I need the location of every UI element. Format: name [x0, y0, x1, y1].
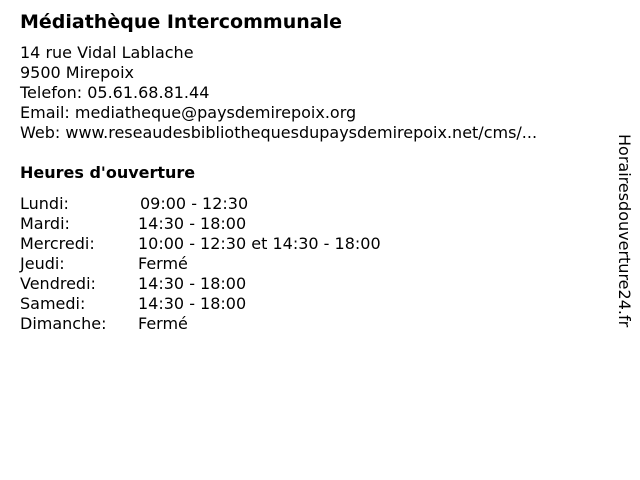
phone-number: Telefon: 05.61.68.81.44	[20, 83, 210, 102]
time-value: 14:30 - 18:00	[138, 274, 247, 293]
site-watermark: Horairesdouverture24.fr	[615, 134, 634, 328]
time-value: 10:00 - 12:30 et 14:30 - 18:00	[138, 234, 381, 253]
day-label: Lundi:	[20, 194, 69, 213]
website-link: Web: www.reseaudesbibliothequesdupaysdemirepoix.net/cms/...	[20, 123, 538, 142]
time-value: Fermé	[138, 254, 188, 273]
hours-heading: Heures d'ouverture	[20, 163, 196, 182]
day-label: Samedi:	[20, 294, 86, 313]
time-value: 14:30 - 18:00	[138, 214, 247, 233]
address-block	[20, 43, 537, 143]
day-label: Vendredi:	[20, 274, 96, 293]
page-title: Médiathèque Intercommunale	[20, 11, 342, 33]
time-value: 14:30 - 18:00	[138, 294, 247, 313]
day-label: Mardi:	[20, 214, 70, 233]
time-value: Fermé	[138, 314, 188, 333]
street-address: 14 rue Vidal Lablache	[20, 43, 194, 62]
day-label: Mercredi:	[20, 234, 95, 253]
day-label: Dimanche:	[20, 314, 107, 333]
city-address: 9500 Mirepoix	[20, 63, 134, 82]
day-label: Jeudi:	[20, 254, 65, 273]
time-value: 09:00 - 12:30	[140, 194, 249, 213]
email-address: Email: mediatheque@paysdemirepoix.org	[20, 103, 357, 122]
